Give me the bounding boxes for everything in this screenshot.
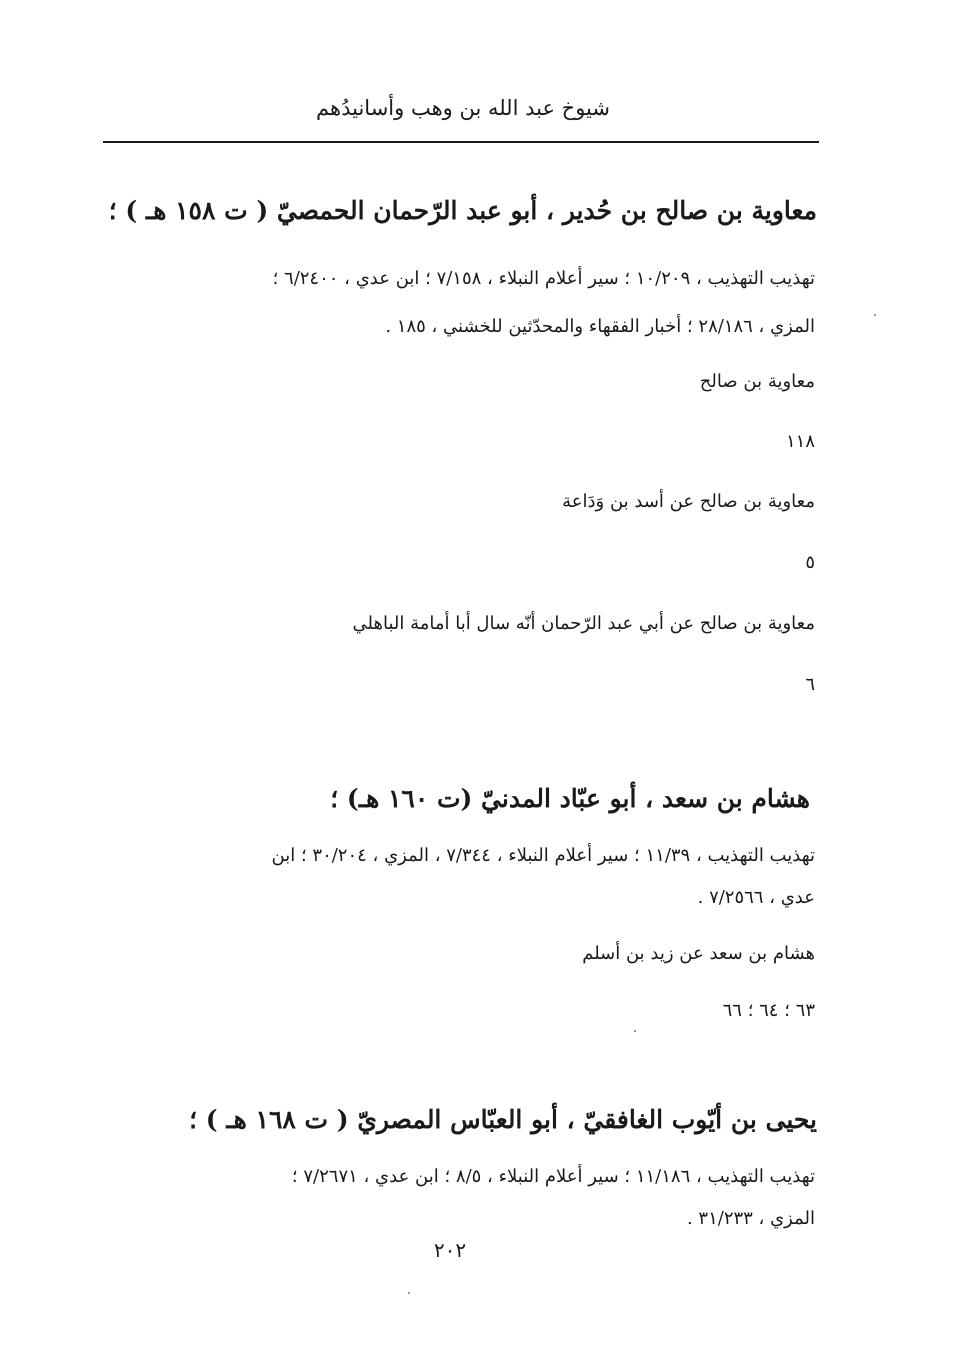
chain-label: معاوية بن صالح	[699, 371, 815, 392]
scan-speck	[634, 1030, 636, 1032]
scan-speck	[874, 314, 876, 316]
entry-sources-line: تهذيب التهذيب ، ١٠/٢٠٩ ؛ سير أعلام النبلاء ، ٧/١٥٨ ؛ ابن عدي ، ٦/٢٤٠٠ ؛	[272, 268, 815, 289]
page-number: ٢٠٢	[433, 1238, 467, 1262]
entry-sources-line: المزي ، ٣١/٢٣٣ .	[686, 1208, 815, 1229]
entry-heading: يحيى بن أيّوب الغافقيّ ، أبو العبّاس المصريّ ( ت ١٦٨ هـ ) ؛	[189, 1105, 817, 1134]
chain-numbers: ١١٨	[785, 431, 815, 452]
entry-sources-line: تهذيب التهذيب ، ١١/١٨٦ ؛ سير أعلام النبلاء ، ٨/٥ ؛ ابن عدي ، ٧/٢٦٧١ ؛	[291, 1166, 815, 1187]
header-rule	[103, 141, 819, 143]
entry-sources-line: عدي ، ٧/٢٥٦٦ .	[697, 887, 815, 908]
scan-speck	[408, 1292, 410, 1294]
chain-label: معاوية بن صالح عن أسد بن وَدَاعة	[562, 491, 815, 512]
chain-label: معاوية بن صالح عن أبي عبد الرّحمان أنّه سال أبا أمامة الباهلي	[352, 613, 815, 634]
entry-sources-line: تهذيب التهذيب ، ١١/٣٩ ؛ سير أعلام النبلاء ، ٧/٣٤٤ ، المزي ، ٣٠/٢٠٤ ؛ ابن	[271, 845, 815, 866]
chain-numbers: ٥	[805, 552, 815, 573]
entry-sources-line: المزي ، ٢٨/١٨٦ ؛ أخبار الفقهاء والمحدّثين للخشني ، ١٨٥ .	[385, 316, 815, 337]
chain-numbers: ٦	[805, 674, 815, 695]
chain-label: هشام بن سعد عن زيد بن أسلم	[582, 943, 815, 964]
entry-heading: معاوية بن صالح بن حُدير ، أبو عبد الرّحمان الحمصيّ ( ت ١٥٨ هـ ) ؛	[108, 196, 817, 225]
running-title: شيوخ عبد الله بن وهب وأسانيدُهم	[316, 96, 610, 120]
entry-heading: هشام بن سعد ، أبو عبّاد المدنيّ (ت ١٦٠ هـ) ؛	[330, 784, 810, 813]
chain-numbers: ٦٣ ؛ ٦٤ ؛ ٦٦	[722, 1000, 815, 1021]
